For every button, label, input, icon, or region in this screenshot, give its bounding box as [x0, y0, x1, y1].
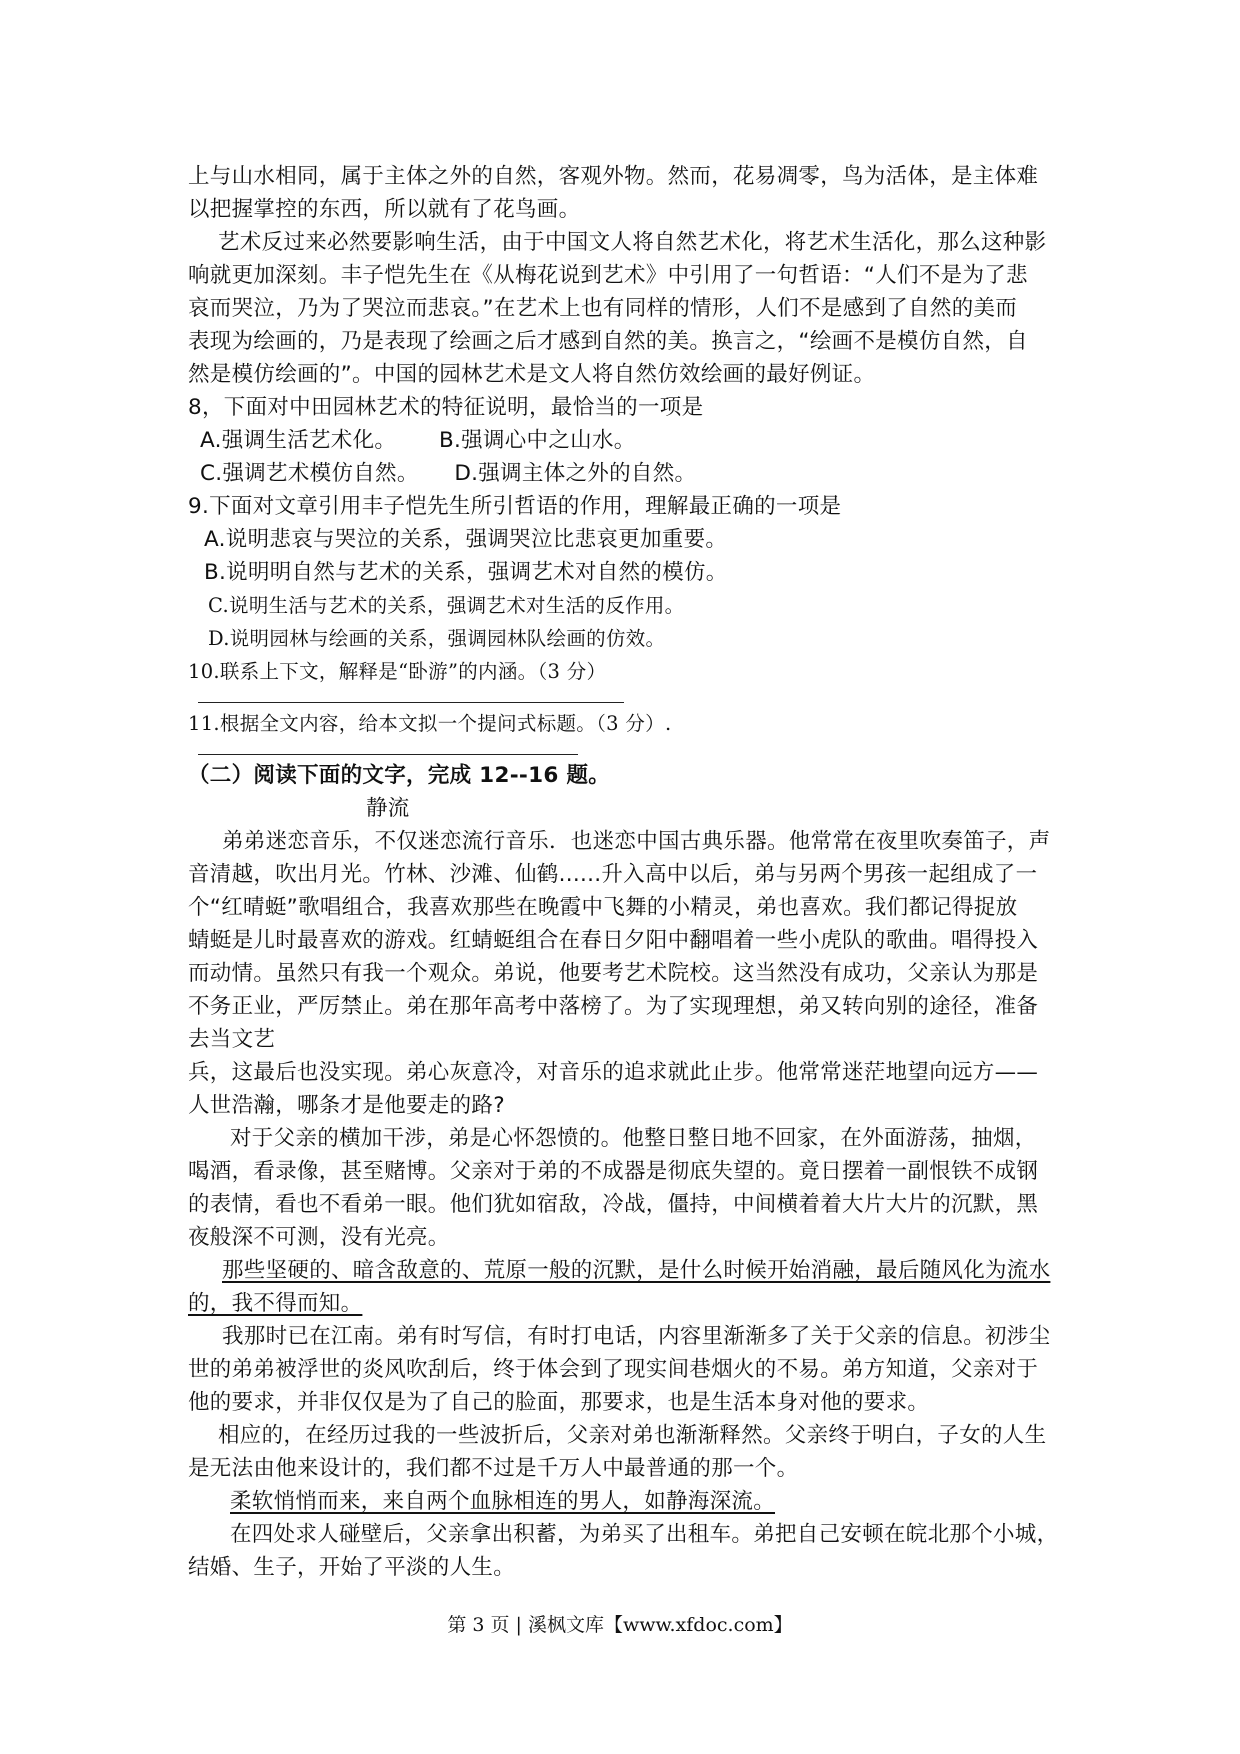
paragraph-line: 兵，这最后也没实现。弟心灰意冷，对音乐的追求就此止步。他常常迷茫地望向远方——: [188, 1060, 1039, 1085]
paragraph-line: 然是模仿绘画的”。中国的园林艺术是文人将自然仿效绘画的最好例证。: [188, 362, 876, 387]
question-8-options-row2: C.强调艺术模仿自然。 D.强调主体之外的自然。: [200, 461, 697, 486]
underlined-sentence: 那些坚硬的、暗含敌意的、荒原一般的沉默，是什么时候开始消融，最后随风化为流水: [222, 1258, 1051, 1283]
question-8-stem: 8，下面对中田园林艺术的特征说明，最恰当的一项是: [188, 395, 704, 420]
paragraph-line: 夜般深不可测，没有光亮。: [188, 1225, 450, 1250]
question-9-option-c: C.说明生活与艺术的关系，强调艺术对生活的反作用。: [208, 594, 685, 617]
paragraph-line: 相应的，在经历过我的一些波折后，父亲对弟也渐渐释然。父亲终于明白，子女的人生: [218, 1423, 1047, 1448]
paragraph-line: 人世浩瀚，哪条才是他要走的路?: [188, 1093, 505, 1118]
underlined-sentence: 的，我不得而知。: [188, 1291, 363, 1316]
paragraph-line: 的表情，看也不看弟一眼。他们犹如宿敌，冷战，僵持，中间横着着大片大片的沉默，黑: [188, 1192, 1039, 1217]
underlined-sentence: 柔软悄悄而来，来自两个血脉相连的男人，如静海深流。: [230, 1489, 776, 1514]
paragraph-line: 弟弟迷恋音乐，不仅迷恋流行音乐．也迷恋中国古典乐器。他常常在夜里吹奏笛子，声: [222, 829, 1051, 854]
paragraph-line: 我那时已在江南。弟有时写信，有时打电话，内容里渐渐多了关于父亲的信息。初涉尘: [222, 1324, 1051, 1349]
question-9-option-a: A.说明悲哀与哭泣的关系，强调哭泣比悲哀更加重要。: [204, 527, 728, 552]
paragraph-line: 蜻蜓是儿时最喜欢的游戏。红蜻蜓组合在春日夕阳中翻唱着一些小虎队的歌曲。唱得投入: [188, 928, 1039, 953]
paragraph-line: 世的弟弟被浮世的炎风吹刮后，终于体会到了现实间巷烟火的不易。弟方知道，父亲对于: [188, 1357, 1039, 1382]
paragraph-line: 艺术反过来必然要影响生活，由于中国文人将自然艺术化，将艺术生活化，那么这种影: [218, 230, 1047, 255]
paragraph-line: 不务正业，严厉禁止。弟在那年高考中落榜了。为了实现理想，弟又转向别的途径，准备: [188, 994, 1039, 1019]
paragraph-line: 结婚、生子，开始了平淡的人生。: [188, 1555, 516, 1580]
paragraph-line: 个“红晴蜓”歌唱组合，我喜欢那些在晚霞中飞舞的小精灵，弟也喜欢。我们都记得捉放: [188, 895, 1018, 920]
paragraph-line: 是无法由他来设计的，我们都不过是千万人中最普通的那一个。: [188, 1456, 799, 1481]
answer-line: [198, 754, 578, 755]
question-9-stem: 9.下面对文章引用丰子恺先生所引哲语的作用，理解最正确的一项是: [188, 494, 842, 519]
article-title: 静流: [366, 796, 410, 821]
question-9-option-d: D.说明园林与绘画的关系，强调园林队绘画的仿效。: [208, 627, 666, 650]
paragraph-line: 音清越，吹出月光。竹林、沙滩、仙鹤......升入高中以后，弟与另两个男孩一起组成了一: [188, 862, 1038, 887]
answer-line: [198, 702, 624, 703]
document-page: [188, 160, 1060, 1584]
paragraph-line: 以把握掌控的东西，所以就有了花鸟画。: [188, 197, 581, 222]
paragraph-line: 哀而哭泣，乃为了哭泣而悲哀。”在艺术上也有同样的情形，人们不是感到了自然的美而: [188, 296, 1018, 321]
paragraph-line: 去当文艺: [188, 1027, 276, 1052]
paragraph-line: 他的要求，并非仅仅是为了自己的脸面，那要求，也是生活本身对他的要求。: [188, 1390, 930, 1415]
question-8-options-row1: A.强调生活艺术化。 B.强调心中之山水。: [200, 428, 636, 453]
question-11: 11.根据全文内容，给本文拟一个提问式标题。（3 分）.: [188, 712, 672, 735]
section-heading: （二）阅读下面的文字，完成 12--16 题。: [188, 763, 611, 788]
paragraph-line: 上与山水相同，属于主体之外的自然，客观外物。然而，花易凋零，鸟为活体，是主体难: [188, 164, 1039, 189]
paragraph-line: 响就更加深刻。丰子恺先生在《从梅花说到艺术》中引用了一句哲语：“人们不是为了悲: [188, 263, 1028, 288]
paragraph-line: 在四处求人碰壁后，父亲拿出积蓄，为弟买了出租车。弟把自己安顿在皖北那个小城，: [230, 1522, 1059, 1547]
paragraph-line: 表现为绘画的，乃是表现了绘画之后才感到自然的美。换言之，“绘画不是模仿自然，自: [188, 329, 1028, 354]
question-10: 10.联系上下文，解释是“卧游”的内涵。（3 分）: [188, 660, 607, 683]
paragraph-line: 对于父亲的横加干涉，弟是心怀怨愤的。他整日整日地不回家，在外面游荡，抽烟，: [230, 1126, 1037, 1151]
paragraph-line: 喝酒，看录像，甚至赌博。父亲对于弟的不成器是彻底失望的。竟日摆着一副恨铁不成钢: [188, 1159, 1039, 1184]
paragraph-line: 而动情。虽然只有我一个观众。弟说，他要考艺术院校。这当然没有成功，父亲认为那是: [188, 961, 1039, 986]
page-footer: 第 3 页 | 溪枫文库【www.xfdoc.com】: [447, 1614, 793, 1636]
question-9-option-b: B.说明明自然与艺术的关系，强调艺术对自然的模仿。: [204, 560, 728, 585]
